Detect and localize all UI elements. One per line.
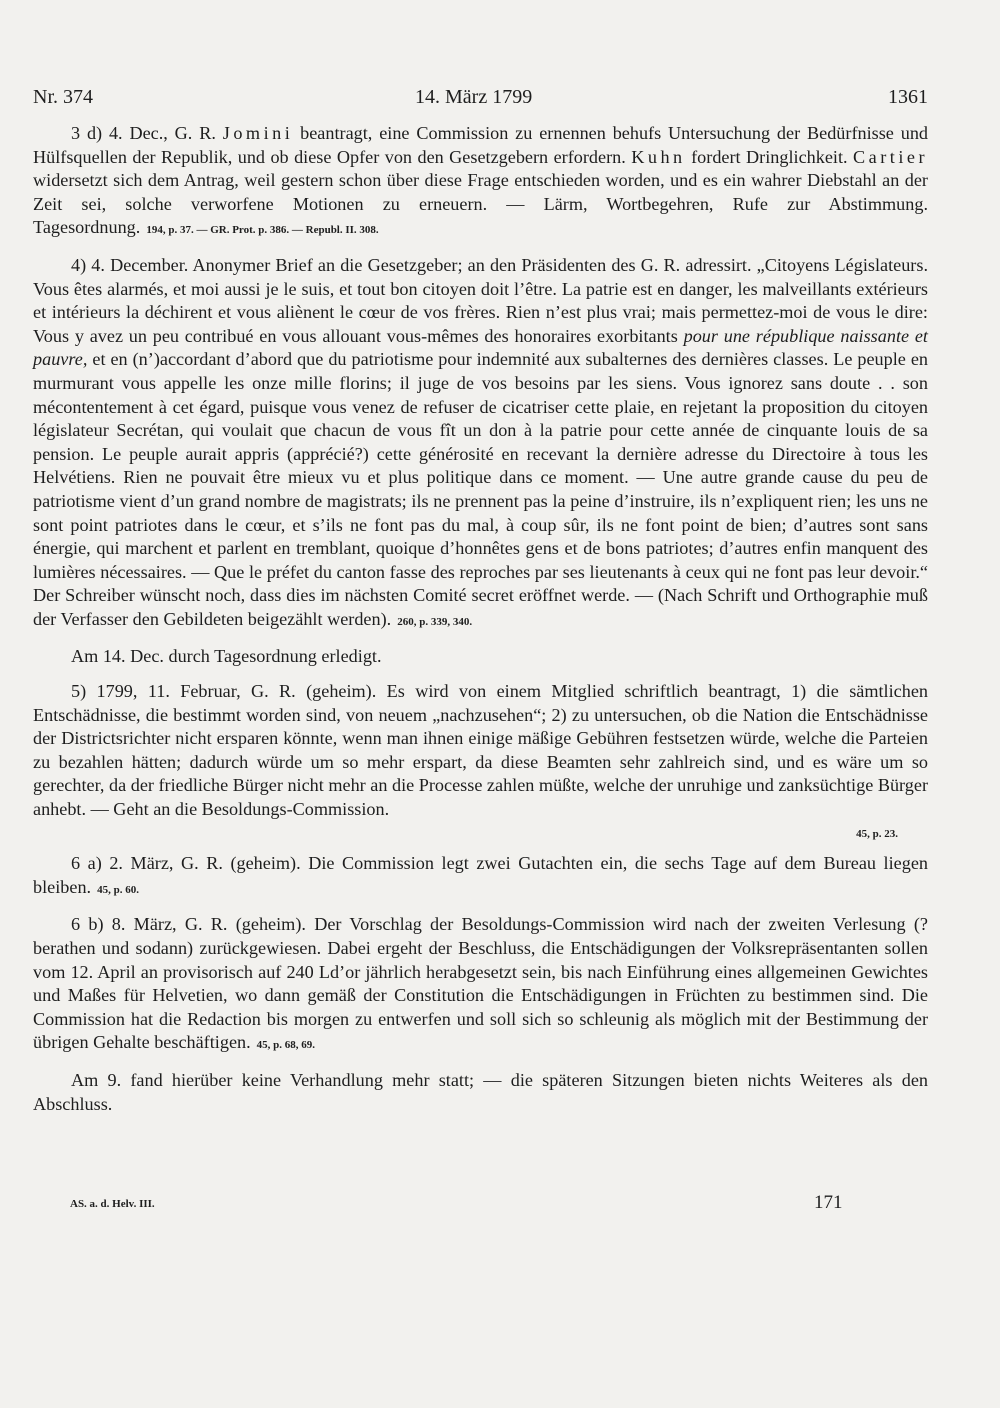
source-reference: 45, p. 23. xyxy=(856,827,898,840)
document-number: Nr. 374 xyxy=(33,86,93,108)
paragraph-text: beantragt, eine Commission zu ernennen behufs Untersuchung der Bedürfnisse und Hülfsquellen der Republik, und ob diese Opfer von den Gesetzgebern erfordern. xyxy=(33,123,929,167)
paragraph-text: et en (n’)accordant d’abord que du patriotisme pour indemnité aux subalternes des dernières classes. Le peuple en murmurant vous appelle les onze mille florins; il juge de vos besoins par les siens. Vous ignorez sans doute . . son mécontentement à cet égard, puisque vous venez de refuser de cicatriser cette plaie, en rejetant la proposition du citoyen législateur Secrétan, qui voulait que chacun de vous fît un don à la patrie pour cette année de cinquante louis de sa pension. Le peuple aurait appris (apprécié?) cette générosité en recevant la dernière adresse du Directoire à tous les Helvétiens. Rien ne pouvait être mieux vu et plus politique dans ce moment. — Une autre grande cause du peu de patriotisme vient d’un grand nombre de magistrats; ils ne prennent pas la peine d’instruire, ils n’expliquent rien; les uns ne sont point patriotes dans le cœur, et s’ils ne font pas du mal, à coup sûr, ils ne font point de bien; d’autres sont sans énergie, qui marchent et parlent en tremblant, quoique d’honnêtes gens et de bons patriotes; d’autres enfin manquent des lumières nécessaires. — Que le préfet du canton fasse des reproches par ses lieutenants à ceux qui ne font pas leur devoir.“ Der Schreiber wünscht noch, dass dies im nächsten Comité secret eröffnet werde. — (Nach Schrift und Orthographie muß der Verfasser den Gebildeten beigezählt werden). xyxy=(33,349,928,629)
italic-quote: pour une république naissante et pauvre, xyxy=(33,325,928,370)
paragraph-text: 6 b) 8. März, G. R. (geheim). Der Vorschlag der Besoldungs-Commission wird nach der zweiten Verlesung (?berathen und sodann) zurückgewiesen. Dabei ergeht der Beschluss, die Entschädigungen der Volksrepräsentanten sollen vom 12. April an provisorisch auf 240 Ld’or jährlich herabgesetzt sein, bis nach Einführung eines allgemeinen Gewichtes und Maßes für Helvetien, wo dann gemäß der Constitution die Entschädigungen in Früchten zu bestimmen sind. Die Commission hat die Redaction bis morgen zu entwerfen und soll sich so schleunig als möglich mit der Bestimmung der übrigen Gehalte beschäftigen. xyxy=(33,914,928,1053)
paragraph-5: 5) 1799, 11. Februar, G. R. (geheim). Es wird von einem Mitglied schriftlich beantragt, 1) die sämtlichen Entschädnisse, die bestimmt worden sind, von neuem „nachzusehen“; 2) zu untersuchen, ob die Nation die Entschädnisse der Districtsrichter nicht ersparen könnte, wenn man ihnen einige mäßige Gebühren festsetzen würde, welche die Parteien zu bezahlen hätten; dadurch würde um so mehr erspart, da diese Beamten sehr zahlreich sind, und es wäre um so gerechter, da der friedliche Bürger nicht mehr an die Processe zahlen müßte, welche der unruhige und zanksüchtige Bürger anhebt. — Geht an die Besoldungs-Commission. xyxy=(33,681,928,820)
page-footer xyxy=(70,1192,850,1216)
speaker-name-cartier: Cartier xyxy=(853,146,929,167)
paragraph-text: fordert Dringlichkeit. xyxy=(691,146,848,167)
body-text xyxy=(33,122,928,1116)
page-header xyxy=(33,86,928,112)
paragraph-4 xyxy=(33,254,928,635)
paragraph-text: 6 a) 2. März, G. R. (geheim). Die Commission legt zwei Gutachten ein, die sechs Tage auf dem Bureau liegen bleiben. xyxy=(33,853,928,897)
sheet-number: 171 xyxy=(814,1192,843,1213)
speaker-name-jomini: Jomini xyxy=(222,123,294,143)
source-abbreviation: AS. a. d. Helv. III. xyxy=(70,1198,155,1210)
source-reference: 194, p. 37. — GR. Prot. p. 386. — Republ. II. 308. xyxy=(146,224,379,237)
paragraph-lead: 3 d) 4. Dec., G. R. xyxy=(71,123,216,143)
reference-line xyxy=(33,820,928,847)
paragraph-closing: Am 9. fand hierüber keine Verhandlung mehr statt; — die späteren Sitzungen bieten nichts Weiteres als den Abschluss. xyxy=(33,1069,928,1114)
source-reference: 45, p. 60. xyxy=(97,883,139,896)
paragraph-4-note: Am 14. Dec. durch Tagesordnung erledigt. xyxy=(71,646,382,667)
document-date: 14. März 1799 xyxy=(415,86,533,108)
paragraph-text: 4) 4. December. Anonymer Brief an die Gesetzgeber; an den Präsidenten des G. R. adressirt. „Citoyens Législateurs. Vous êtes alarmés, et moi aussi je le suis, et tout bon citoyen doit l’être. La patrie est en danger, les malveillants extérieurs et intérieurs la déchirent et vous aliènent le cœur de vos frères. Rien n’est plus vrai; mais permettez-moi de vous le dire: Vous y avez un peu contribué en vous allouant vous-mêmes des honoraires exorbitants xyxy=(33,254,928,346)
paragraph-text: widersetzt sich dem Antrag, weil gestern schon über diese Frage entschieden worden, und es ein wahrer Diebstahl an der Zeit sei, solche verworfene Motionen zu erneuern. — Lärm, Wortbegehren, Rufe zur Abstimmung. Tagesordnung. xyxy=(33,170,928,238)
paragraph-3d xyxy=(33,122,928,243)
source-reference: 260, p. 339, 340. xyxy=(397,615,473,628)
paragraph-6a xyxy=(33,852,928,902)
page-number: 1361 xyxy=(888,86,928,108)
speaker-name-kuhn: Kuhn xyxy=(631,146,686,167)
paragraph-6b xyxy=(33,913,928,1058)
source-reference: 45, p. 68, 69. xyxy=(256,1039,316,1052)
